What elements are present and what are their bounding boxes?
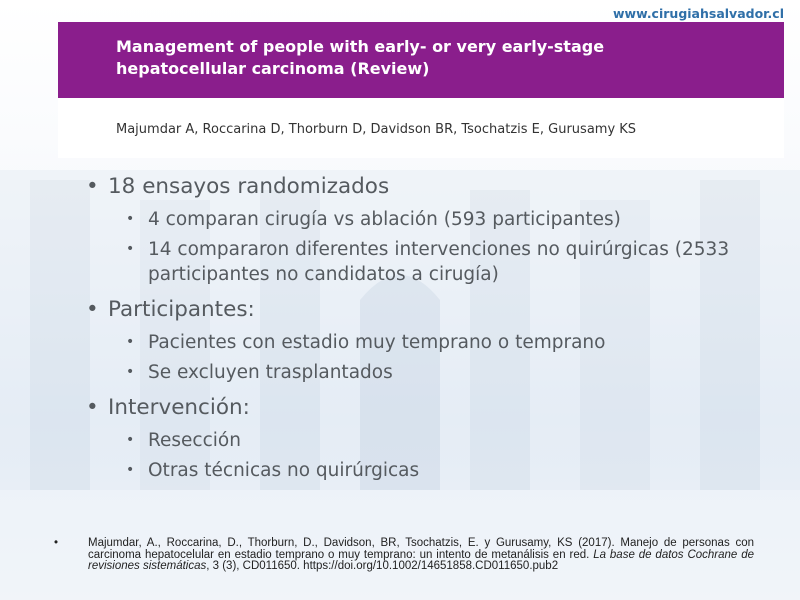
reference-text-start: Majumdar, A., Roccarina, D., Thorburn, D., Davidson, BR, Tsochatzis, E. y Gurusamy, KS (2017). Manejo de personas con carcinoma hepatocelular en estadio temprano o muy temprano: un intento de metanálisis en red. [88,537,754,561]
bullet-dot-icon: • [126,334,135,350]
bullet-dot-icon: • [126,432,135,448]
reference-citation [54,538,754,573]
sub-bullet [126,458,776,483]
sub-bullet-text: Se excluyen trasplantados [148,362,393,383]
reference-text-end: , 3 (3), CD011650. https://doi.org/10.1002/14651858.CD011650.pub2 [206,560,559,572]
bullet-intervention [86,393,776,423]
sub-bullet [126,428,776,453]
reference-journal: La base de datos Cochrane de revisiones sistemáticas [88,548,754,572]
sub-bullet [126,207,776,232]
sub-bullet-text: 14 compararon diferentes intervenciones no quirúrgicas (2533 participantes no candidatos a cirugía) [148,239,730,285]
paper-authors: Majumdar A, Roccarina D, Thorburn D, Davidson BR, Tsochatzis E, Gurusamy KS [116,122,637,137]
sub-bullet-text: Resección [148,430,241,451]
site-url: www.cirugiahsalvador.cl [612,6,784,21]
bullet-dot-icon: • [126,241,135,257]
sub-bullet [126,330,776,355]
bullet-dot-icon: • [86,395,99,420]
bullet-dot-icon: • [54,537,59,549]
bullet-dot-icon: • [86,174,99,199]
bullet-dot-icon: • [126,462,135,478]
sub-bullet-text: Pacientes con estadio muy temprano o temprano [148,332,606,353]
paper-title-band [58,22,784,98]
paper-title: Management of people with early- or very early-stage hepatocellular carcinoma (Review) [116,37,605,78]
bullet-dot-icon: • [126,364,135,380]
sub-bullet-text: Otras técnicas no quirúrgicas [148,460,420,481]
bullet-dot-icon: • [86,297,99,322]
slide-content [86,172,776,483]
bullet-intervention-text: Intervención: [108,395,250,420]
bullet-trials-text: 18 ensayos randomizados [108,174,390,199]
bullet-participants-text: Participantes: [108,297,255,322]
bullet-trials [86,172,776,202]
sub-bullet-text: 4 comparan cirugía vs ablación (593 participantes) [148,209,621,230]
sub-bullet [126,237,776,287]
bullet-participants [86,295,776,325]
paper-header-card [58,22,784,158]
bullet-dot-icon: • [126,211,135,227]
sub-bullet [126,360,776,385]
reference-body [54,538,754,573]
